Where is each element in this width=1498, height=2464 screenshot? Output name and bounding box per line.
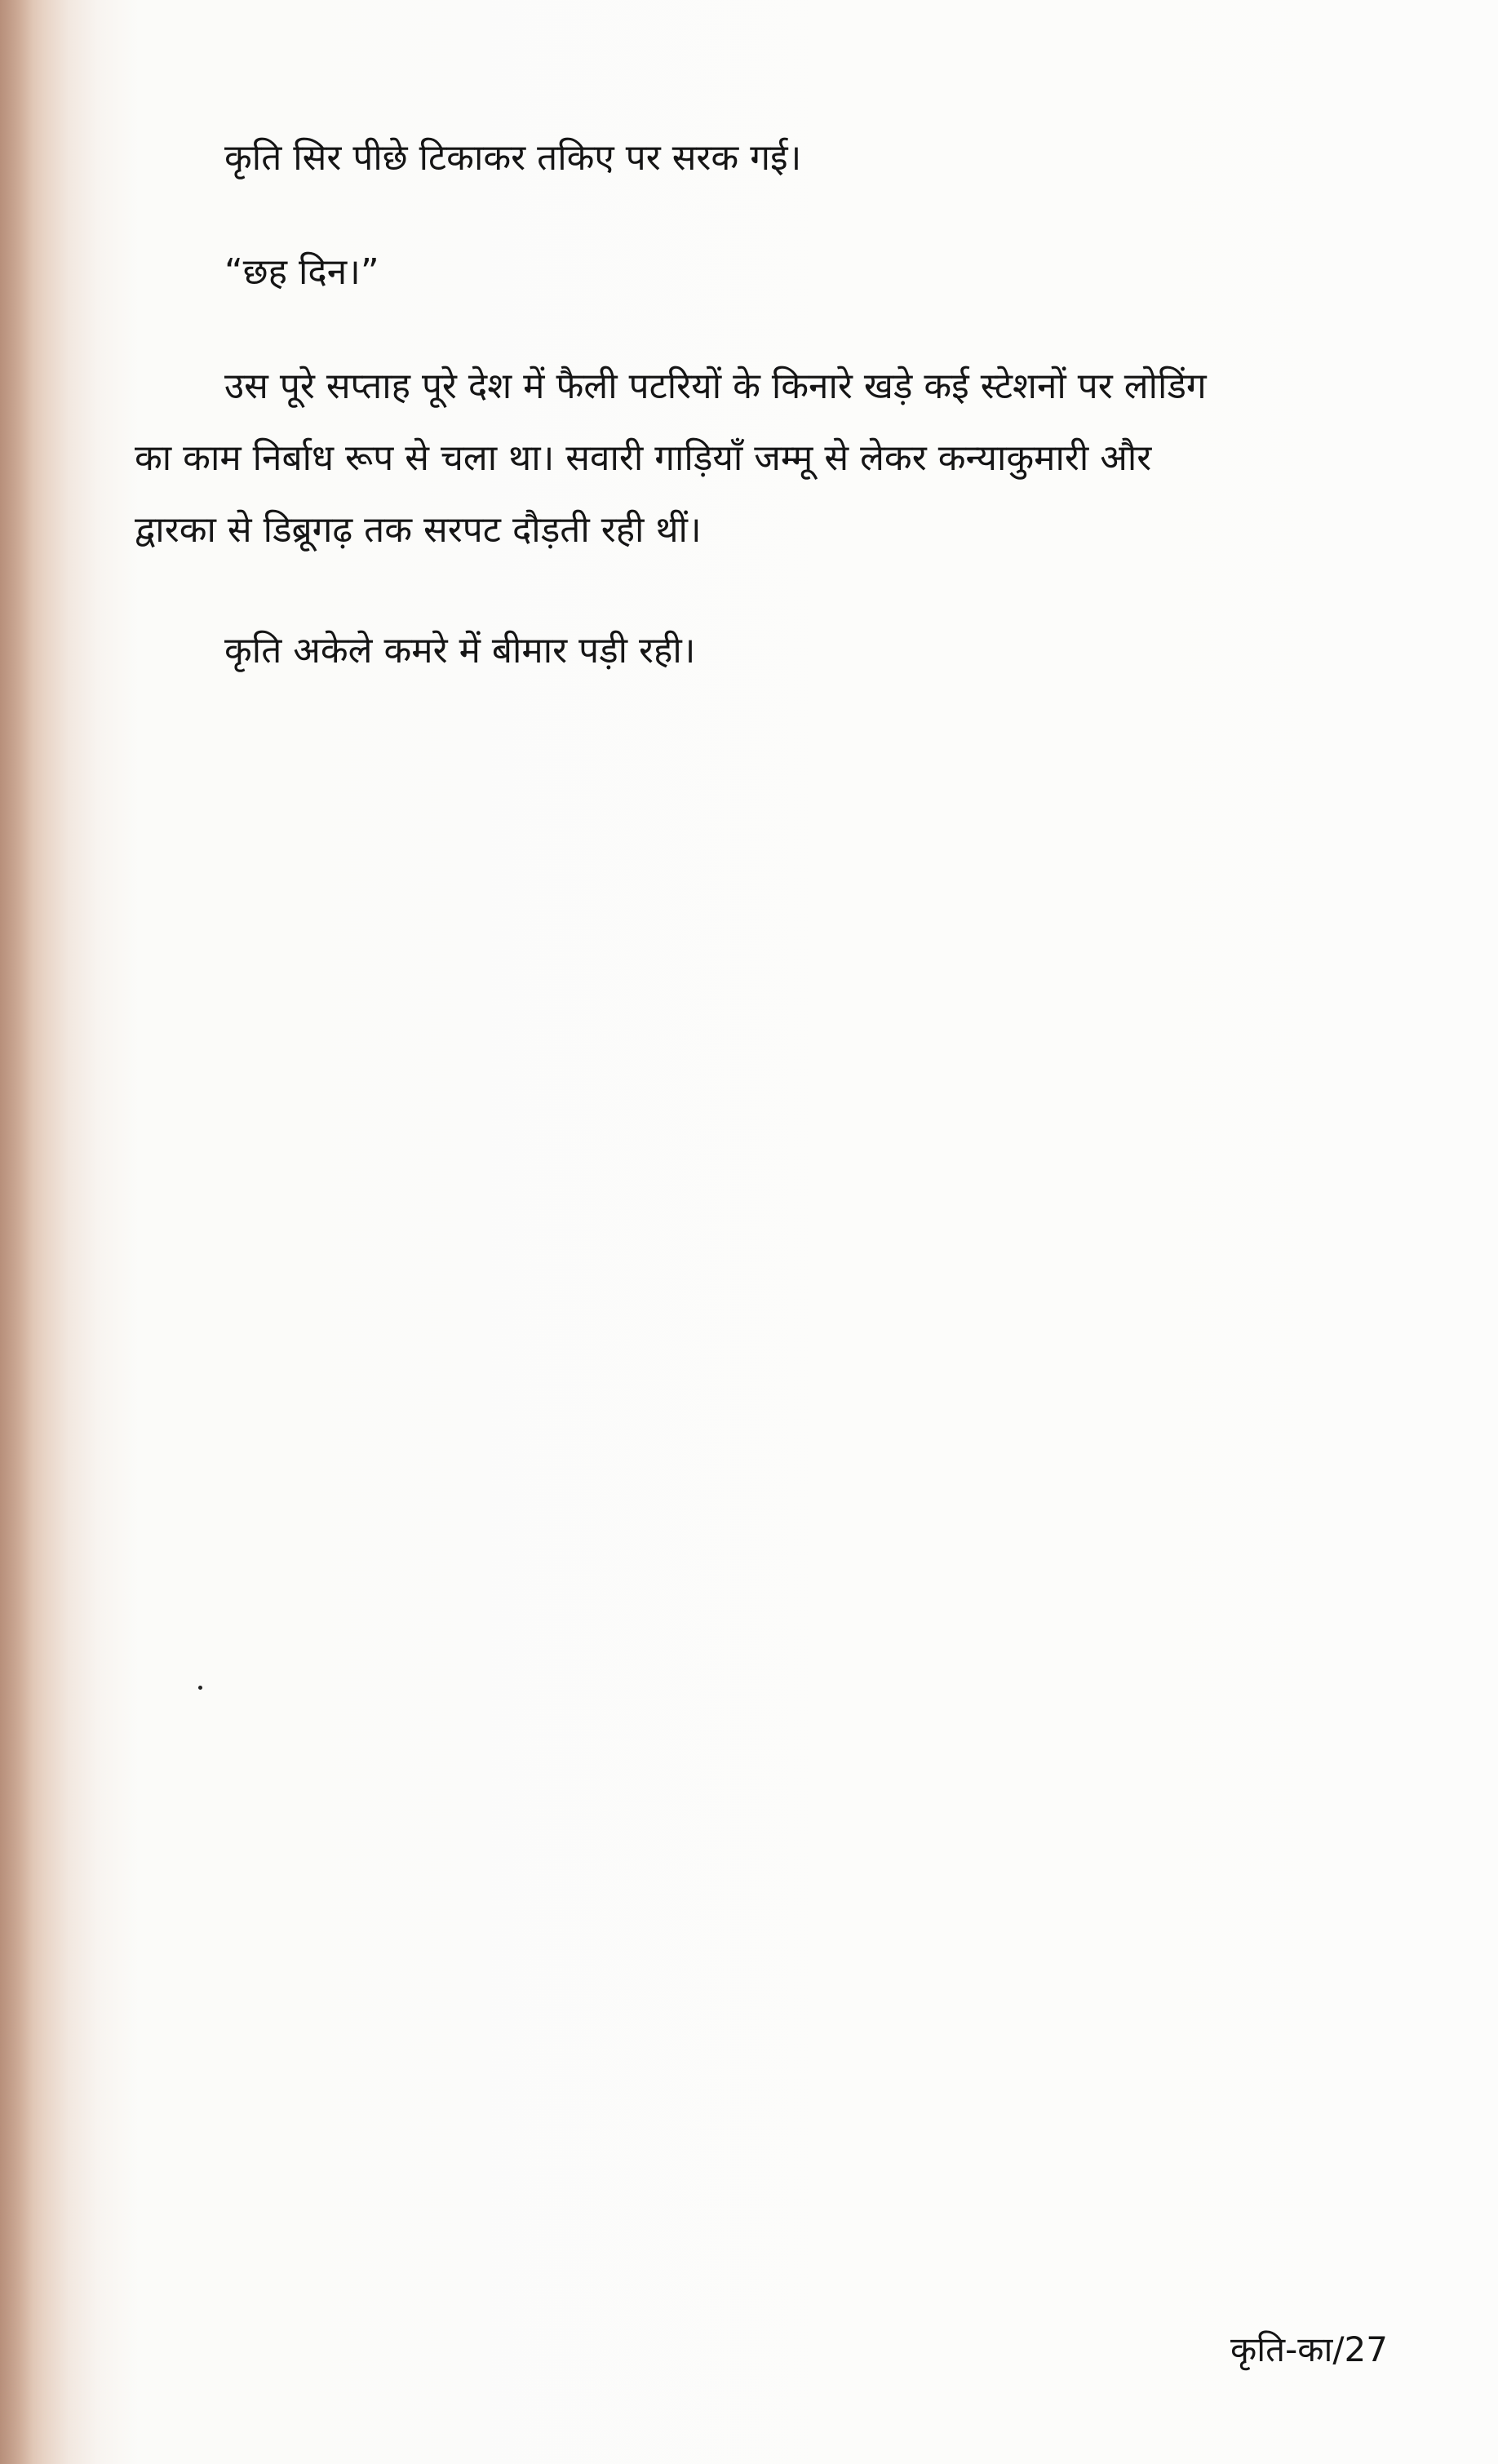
paragraph-4 — [135, 615, 1391, 687]
paragraph-line: कृति अकेले कमरे में बीमार पड़ी रही। — [224, 630, 696, 671]
paragraph-line: द्वारका से डिब्रूगढ़ तक सरपट दौड़ती रही थीं। — [135, 509, 702, 551]
print-speck — [198, 1686, 202, 1690]
paragraph-line: उस पूरे सप्ताह पूरे देश में फैली पटरियों के किनारे खड़े कई स्टेशनों पर लोडिंग — [224, 366, 1207, 407]
paragraph-line: कृति सिर पीछे टिकाकर तकिए पर सरक गई। — [224, 137, 802, 179]
paragraph-1 — [135, 122, 1391, 194]
paragraph-line: का काम निर्बाध रूप से चला था। सवारी गाड़ियाँ जम्मू से लेकर कन्याकुमारी और — [135, 437, 1152, 479]
page-number: कृति-का/27 — [1230, 2329, 1388, 2369]
paragraph-2 — [135, 237, 1391, 308]
paragraph-3 — [135, 351, 1391, 566]
binding-shadow — [0, 0, 33, 2464]
paragraph-line: “छह दिन।” — [224, 251, 379, 293]
page-body — [135, 122, 1391, 687]
